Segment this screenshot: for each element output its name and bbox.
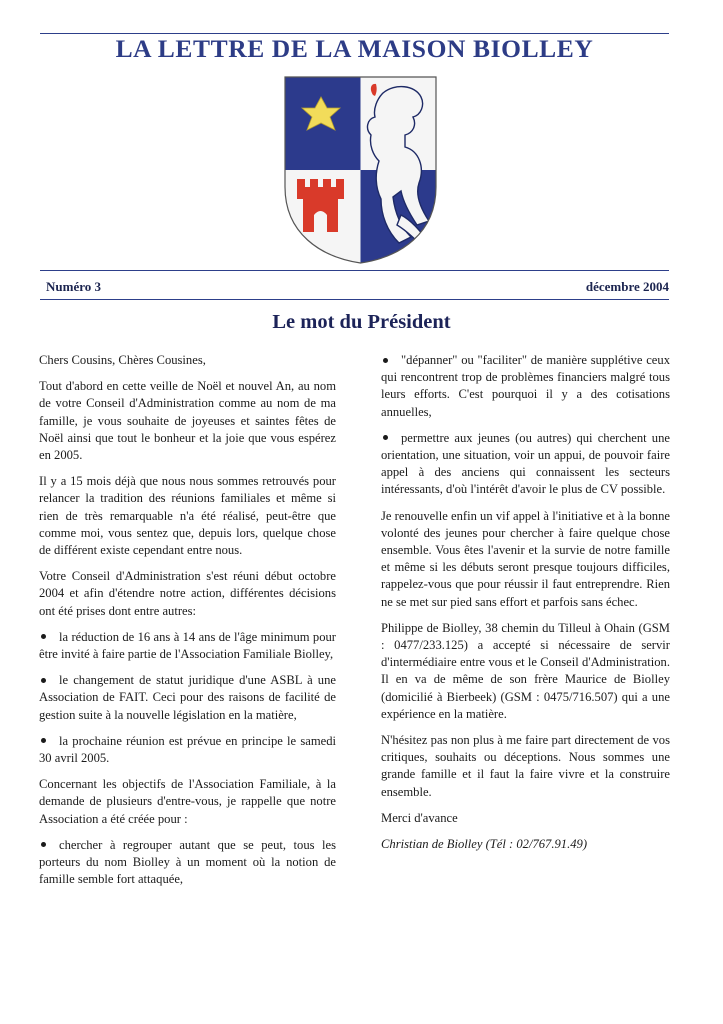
masthead-title: LA LETTRE DE LA MAISON BIOLLEY	[115, 34, 594, 63]
bullet-icon	[41, 678, 46, 683]
issue-bar-rule	[40, 299, 669, 300]
bullet-text: chercher à regrouper autant que se peut, tous les porteurs du nom Biolley à un moment où la notion de famille semble fort attaquée,	[39, 837, 336, 887]
closing: Merci d'avance	[381, 810, 458, 825]
paragraph: Je renouvelle enfin un vif appel à l'initiative et à la bonne volonté des jeunes pour chercher à faire quelque chose ensemble. Vous êtes l'avenir et la survie de notre famille et même si les débuts seront presque toujours difficiles, rappelez-vous que pour réussir il faut entreprendre. Rien ne se met sur pied sans effort et parfois sans échec.	[381, 508, 670, 609]
paragraph: N'hésitez pas non plus à me faire part directement de vos critiques, souhaits ou déceptions. Nous sommes une grande famille et il faut la faire vivre et la construire ensemble.	[381, 733, 670, 799]
issue-number: Numéro 3	[46, 279, 102, 294]
bullet-text: le changement de statut juridique d'une ASBL à une Association de FAIT. Ceci pour des raisons de facilité de gestion suite à la nouvelle législation en la matière,	[39, 673, 336, 722]
coat-of-arms	[283, 75, 438, 265]
bullet-item	[39, 837, 336, 889]
bullet-icon	[41, 842, 46, 847]
bullet-item	[39, 733, 336, 767]
bullet-item	[39, 672, 336, 724]
bullet-text: "dépanner" ou "faciliter" de manière supplétive ceux qui rencontrent trop de problèmes financiers malgré tous leurs efforts. C'est pourquoi il y a des cotisations annuelles,	[381, 353, 670, 419]
bullet-item	[381, 430, 670, 499]
bullet-icon	[383, 358, 388, 363]
header-bottom-rule	[40, 270, 669, 271]
bullet-item	[39, 629, 336, 663]
article-title: Le mot du Président	[272, 311, 451, 333]
signature: Christian de Biolley (Tél : 02/767.91.49)	[381, 837, 588, 852]
bullet-text: permettre aux jeunes (ou autres) qui cherchent une orientation, une situation, voir un appui, de pouvoir faire appel à des anciens qui connaissent les secteurs intéressants, d'où l'intérêt d'avoir le plus de CV possible.	[381, 430, 670, 497]
bullet-item	[381, 352, 670, 421]
bullet-icon	[383, 435, 388, 440]
bullet-text: la réduction de 16 ans à 14 ans de l'âge minimum pour être invité à faire partie de l'Association Familiale Biolley,	[39, 629, 336, 662]
paragraph: Tout d'abord en cette veille de Noël et nouvel An, au nom de votre Conseil d'Administration comme au nom de ma famille, je vous souhaite de joyeuses et saintes fêtes de Noël ainsi que tout le bonheur et la joie que vous espérez en 2005.	[39, 379, 336, 463]
bullet-text: la prochaine réunion est prévue en principe le samedi 30 avril 2005.	[39, 733, 336, 766]
right-column	[381, 352, 670, 862]
issue-date: décembre 2004	[585, 279, 669, 294]
salutation: Chers Cousins, Chères Cousines,	[39, 353, 206, 367]
paragraph: Concernant les objectifs de l'Association Familiale, à la demande de plusieurs d'entre-vous, je rappelle que notre Association a été créée pour :	[39, 777, 336, 826]
bullet-icon	[41, 738, 46, 743]
paragraph: Votre Conseil d'Administration s'est réuni début octobre 2004 et afin d'étendre notre action, différentes décisions ont été prises dont entre autres:	[39, 569, 336, 618]
bullet-icon	[41, 634, 46, 639]
paragraph: Philippe de Biolley, 38 chemin du Tilleul à Ohain (GSM : 0477/233.125) a accepté si nécessaire de servir d'intermédiaire entre vous et le Conseil d'Administration. Il en va de même de son frère Maurice de Biolley (domicilié à Bierbeek) (GSM : 0475/716.507) qui a une expérience en la matière.	[381, 620, 670, 721]
paragraph: Il y a 15 mois déjà que nous nous sommes retrouvés pour relancer la tradition des réunions familiales et même si rien de très remarquable n'a été réalisé, peut-être que comme moi, vous sentez que, depuis lors, quelque chose de différent existe cependant entre nous.	[39, 474, 336, 558]
left-column	[39, 352, 336, 897]
